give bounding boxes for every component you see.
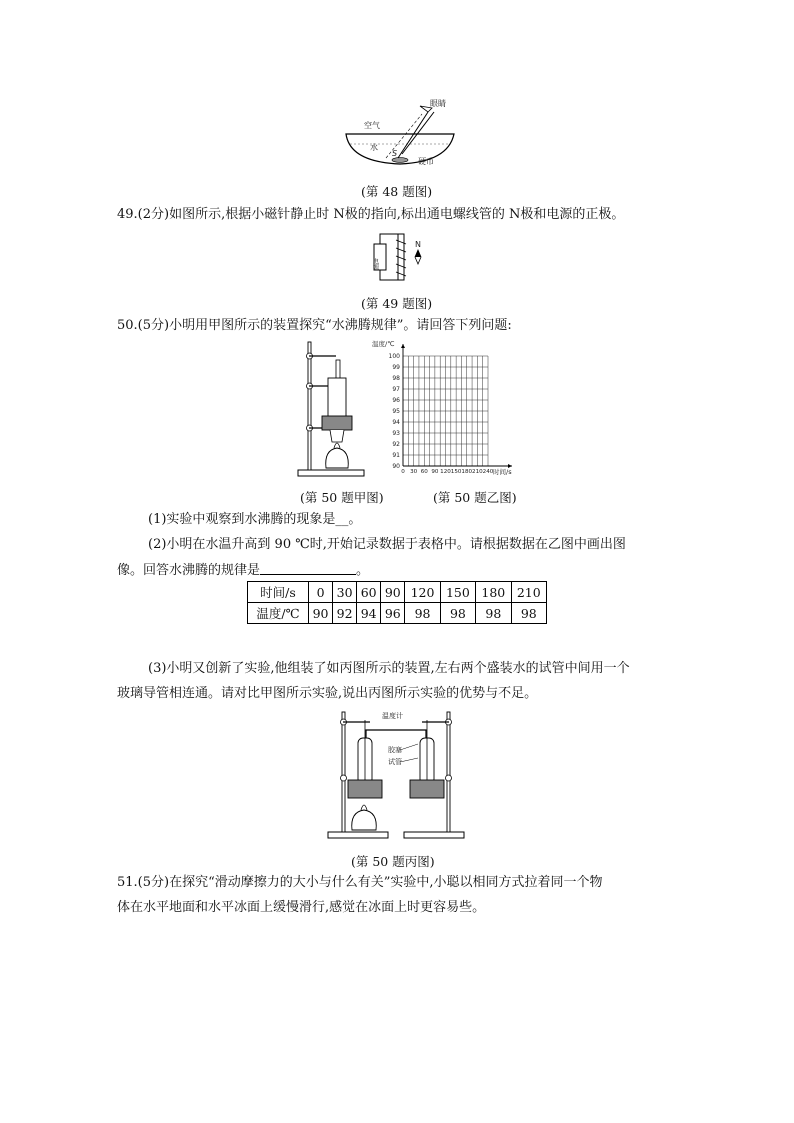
table-cell: 90 (309, 603, 333, 624)
chart-y-tick-label: 95 (392, 408, 400, 415)
q49-text: 49.(2分)如图所示,根据小磁针静止时 N极的指向,标出通电螺线管的 N极和电源的正极。 (117, 207, 625, 222)
table-cell: 120 (405, 582, 440, 603)
q50-answer-blank[interactable] (260, 562, 356, 575)
q50-part3-line1: (3)小明又创新了实验,他组装了如丙图所示的装置,左右两个盛装水的试管中间用一个 (148, 661, 630, 676)
table-cell: 94 (357, 603, 381, 624)
fig48-label-air: 空气 (364, 121, 380, 130)
table-cell: 0 (309, 582, 333, 603)
q50-part2-suffix: 。 (356, 563, 370, 578)
table-row-temp (248, 603, 547, 624)
q50-part1: (1)实验中观察到水沸腾的现象是__。 (148, 512, 362, 527)
chart-x-tick-label: 30 (410, 469, 418, 475)
table-cell: 98 (405, 603, 440, 624)
chart-x-tick-label: 120 (440, 469, 451, 475)
table-cell: 210 (511, 582, 546, 603)
chart-x-tick-label: 90 (431, 469, 439, 475)
fig50-jia-apparatus (296, 338, 366, 478)
chart-x-tick-label: 150 (450, 469, 462, 475)
table-row-time (248, 582, 547, 603)
table-cell: 180 (476, 582, 511, 603)
fig50-jia-caption: (第 50 题甲图) (300, 490, 384, 505)
q50-part2-line2 (117, 562, 369, 579)
table-cell: 92 (333, 603, 357, 624)
fig50-bing-label-tube: 试管 (388, 758, 402, 766)
chart-y-axis-arrow (401, 344, 405, 348)
table-cell: 90 (381, 582, 405, 603)
chart-y-tick-label: 96 (392, 397, 400, 404)
fig50-bing-label-stopper: 胶塞 (388, 746, 402, 754)
fig48-caption: (第 48 题图) (361, 184, 433, 199)
table-cell: 60 (357, 582, 381, 603)
table-cell: 30 (333, 582, 357, 603)
fig48-label-water: 水 (370, 143, 378, 152)
chart-y-tick-label: 91 (392, 452, 400, 459)
q50-data-table (247, 581, 547, 624)
chart-y-tick-label: 100 (388, 353, 400, 360)
fig48-label-coin: 硬币 (418, 157, 434, 166)
fig49-needle-label: N (415, 240, 421, 249)
table-cell: 96 (381, 603, 405, 624)
fig50-bing-caption: (第 50 题丙图) (351, 854, 435, 869)
chart-x-tick-label: 240 (482, 469, 494, 475)
fig49-caption: (第 49 题图) (361, 296, 433, 311)
table-cell: 98 (476, 603, 511, 624)
fig50-bing-apparatus (326, 708, 466, 842)
q50-text: 50.(5分)小明用甲图所示的装置探究“水沸腾规律”。请回答下列问题: (117, 318, 512, 333)
fig49-power-label: 电源 (372, 258, 379, 270)
chart-y-tick-label: 97 (392, 386, 400, 393)
chart-xlabel: 时间/s (493, 468, 512, 476)
chart-x-tick-label: 60 (420, 469, 428, 475)
q51-line2: 体在水平地面和水平冰面上缓慢滑行,感觉在冰面上时更容易些。 (117, 900, 486, 915)
fig48-label-eye: 眼睛 (430, 99, 446, 108)
fig50-yi-chart (366, 338, 516, 482)
table-cell: 98 (511, 603, 546, 624)
fig50-bing-label-thermometer: 温度计 (382, 712, 403, 720)
chart-ylabel: 温度/℃ (372, 340, 395, 348)
chart-y-tick-label: 98 (392, 375, 400, 382)
chart-y-tick-label: 99 (392, 364, 400, 371)
fig48-diagram (340, 98, 460, 170)
table-cell: 98 (440, 603, 475, 624)
chart-x-tick-label: 210 (472, 469, 483, 475)
table-header-time: 时间/s (248, 582, 309, 603)
chart-y-tick-label: 94 (392, 419, 400, 426)
table-cell: 150 (440, 582, 475, 603)
q50-part2-prefix: 像。回答水沸腾的规律是 (117, 563, 261, 578)
table-header-temp: 温度/℃ (248, 603, 309, 624)
fig49-diagram (372, 230, 428, 284)
fig50-yi-caption: (第 50 题乙图) (433, 490, 517, 505)
chart-y-tick-label: 90 (392, 463, 400, 470)
chart-y-tick-label: 92 (392, 441, 400, 448)
chart-x-tick-label: 0 (401, 469, 405, 475)
fig48-label-s: S (392, 149, 398, 158)
q50-part2-line1: (2)小明在水温升高到 90 ℃时,开始记录数据于表格中。请根据数据在乙图中画出图 (148, 537, 626, 552)
q50-part3-line2: 玻璃导管相连通。请对比甲图所示实验,说出丙图所示实验的优势与不足。 (117, 686, 538, 701)
chart-y-tick-label: 93 (392, 430, 400, 437)
chart-x-tick-label: 180 (461, 469, 473, 475)
q51-line1: 51.(5分)在探究“滑动摩擦力的大小与什么有关”实验中,小聪以相同方式拉着同一个物 (117, 875, 603, 890)
